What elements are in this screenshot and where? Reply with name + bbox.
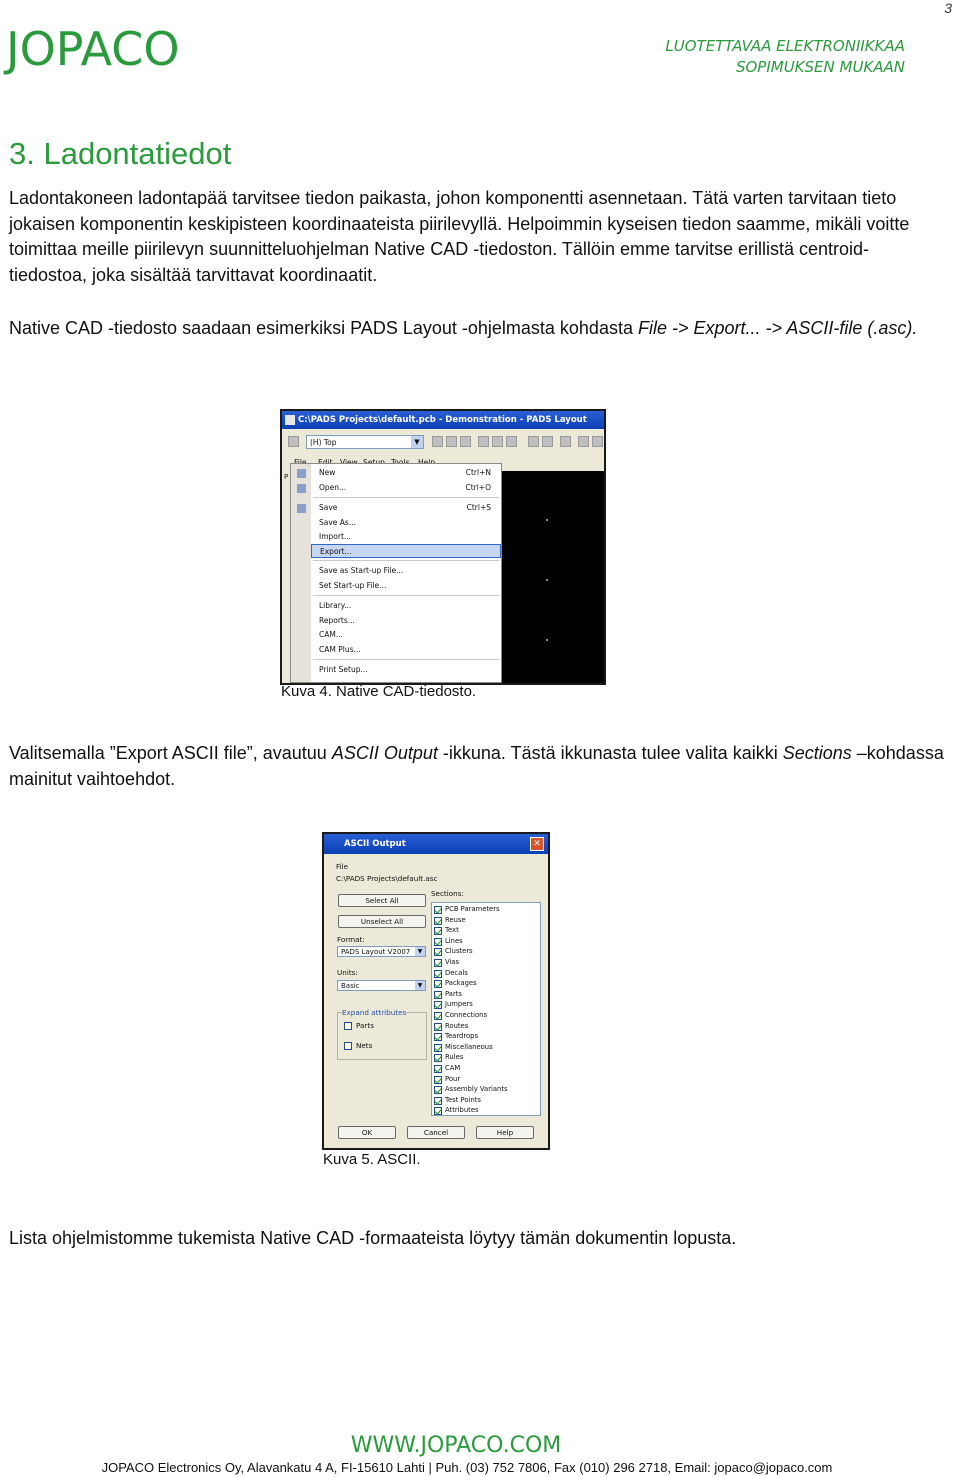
toolbar-icon[interactable] <box>492 436 503 447</box>
section-label: Rules <box>445 1053 464 1062</box>
tagline-line-1: LUOTETTAVAA ELEKTRONIIKKAA <box>665 37 905 55</box>
sections-list <box>431 902 541 1116</box>
checkbox-nets-label: Nets <box>356 1041 373 1050</box>
menu-item-import[interactable]: Import... <box>319 532 352 541</box>
paragraph-intro: Ladontakoneen ladontapää tarvitsee tiedon paikasta, johon komponentti asennetaan. Tätä varten tarvitaan tieto jokaisen komponentin keskipisteen koordinaateista piirilevyllä. Helpoimmin kyseisen tiedon saamme, mikäli voitte toimittaa meille piirilevyn suunnitteluohjelman Native CAD -tiedoston. Tällöin emme tarvitse erillistä centroid-tiedostoa, joka sisältää tarvittavat koordinaatit. <box>9 188 910 285</box>
unselect-all-button[interactable]: Unselect All <box>338 915 426 928</box>
section-checkbox[interactable] <box>434 906 442 914</box>
menu-item-reports[interactable]: Reports... <box>319 616 355 625</box>
section-checkbox[interactable] <box>434 1054 442 1062</box>
section-checkbox[interactable] <box>434 938 442 946</box>
section-label: Reuse <box>445 915 466 924</box>
search-icon[interactable] <box>578 436 589 447</box>
section-checkbox[interactable] <box>434 927 442 935</box>
paragraph-native-cad <box>9 316 944 342</box>
toolbar-icon[interactable] <box>506 436 517 447</box>
format-select[interactable]: PADS Layout V2007 ▼ <box>337 946 426 957</box>
section-checkbox[interactable] <box>434 959 442 967</box>
section-label: Clusters <box>445 947 473 956</box>
checkbox-nets[interactable] <box>344 1042 352 1050</box>
tagline <box>665 36 905 78</box>
section-checkbox[interactable] <box>434 1086 442 1094</box>
figure-caption-1: Kuva 4. Native CAD-tiedosto. <box>281 683 477 700</box>
pcb-canvas[interactable] <box>502 471 604 683</box>
menu-item-save-startup[interactable]: Save as Start-up File... <box>319 566 404 575</box>
section-label: PCB Parameters <box>445 905 500 913</box>
paragraph-native-cad-text: Native CAD -tiedosto saadaan esimerkiksi PADS Layout -ohjelmasta kohdasta <box>9 318 638 338</box>
menu-separator <box>313 497 499 498</box>
paragraph-formats: Lista ohjelmistomme tukemista Native CAD -formaateista löytyy tämän dokumentin lopusta. <box>9 1228 737 1248</box>
section-label: Connections <box>445 1011 487 1019</box>
section-title: 3. Ladontatiedot <box>9 136 232 171</box>
section-checkbox[interactable] <box>434 1107 442 1115</box>
file-path: C:\PADS Projects\default.asc <box>336 874 438 883</box>
select-all-button[interactable]: Select All <box>338 894 426 907</box>
section-label: CAM <box>445 1064 461 1072</box>
section-checkbox[interactable] <box>434 1033 442 1041</box>
section-checkbox[interactable] <box>434 1044 442 1052</box>
grid-dot <box>546 639 548 641</box>
pads-layout-screenshot <box>280 409 606 685</box>
help-button[interactable]: Help <box>476 1126 534 1139</box>
para3-text-e: –kohdassa mainitut vaihtoehdot. <box>9 743 944 789</box>
toolbar-icon[interactable] <box>542 436 553 447</box>
toolbar-icon[interactable] <box>460 436 471 447</box>
chevron-down-icon: ▼ <box>415 947 425 956</box>
section-label: Text <box>445 926 459 935</box>
section-checkbox[interactable] <box>434 1012 442 1020</box>
menu-item-cam-plus[interactable]: CAM Plus... <box>319 645 361 654</box>
section-checkbox[interactable] <box>434 948 442 956</box>
para3-text-c: -ikkuna. Tästä ikkunasta tulee valita kaikki <box>437 743 783 763</box>
section-checkbox[interactable] <box>434 1065 442 1073</box>
menu-separator <box>313 595 499 596</box>
toolbar-icon[interactable] <box>432 436 443 447</box>
footer-info: JOPACO Electronics Oy, Alavankatu 4 A, FI-15610 Lahti | Puh. (03) 752 7806, Fax (010) 296 2718, Email: jopaco@jopaco.com <box>101 1460 833 1475</box>
para3-text-a: Valitsemalla ”Export ASCII file”, avautuu <box>9 743 332 763</box>
para3-ascii-output: ASCII Output <box>331 743 438 763</box>
section-label: Assembly Variants <box>445 1085 508 1094</box>
toolbar-icon[interactable] <box>528 436 539 447</box>
menu-gutter <box>291 464 311 682</box>
menu-item-cam[interactable]: CAM... <box>319 630 343 639</box>
save-icon <box>297 504 306 513</box>
section-label: Decals <box>445 968 468 977</box>
section-label: Jumpers <box>445 1000 473 1009</box>
new-file-icon <box>297 469 306 478</box>
menu-item-library[interactable]: Library... <box>319 601 352 610</box>
app-icon <box>285 415 295 425</box>
layer-combo[interactable]: (H) Top ▼ <box>306 435 424 449</box>
window-title: C:\PADS Projects\default.pcb - Demonstration - PADS Layout <box>282 411 604 429</box>
chevron-down-icon: ▼ <box>411 436 423 448</box>
menu-path: File -> Export... -> ASCII-file (.asc). <box>637 318 918 338</box>
section-checkbox[interactable] <box>434 991 442 999</box>
section-checkbox[interactable] <box>434 1023 442 1031</box>
menu-item-export[interactable]: Export... <box>311 544 501 558</box>
menu-item-print-setup[interactable]: Print Setup... <box>319 665 368 674</box>
section-checkbox[interactable] <box>434 970 442 978</box>
ok-button[interactable]: OK <box>338 1126 396 1139</box>
ascii-output-screenshot <box>322 832 550 1150</box>
toolbar-icon[interactable] <box>560 436 571 447</box>
section-label: Teardrops <box>445 1032 478 1041</box>
file-menu-dropdown <box>290 463 502 683</box>
menu-separator <box>313 560 499 561</box>
section-checkbox[interactable] <box>434 980 442 988</box>
open-folder-icon <box>297 484 306 493</box>
section-label: Packages <box>445 979 477 988</box>
grid-dot <box>546 579 548 581</box>
toolbar-icon[interactable] <box>288 436 299 447</box>
toolbar <box>282 429 604 456</box>
section-label: Miscellaneous <box>445 1042 493 1051</box>
paragraph-ascii-output <box>9 741 944 792</box>
toolbar-icon[interactable] <box>446 436 457 447</box>
expand-attributes-group <box>337 1012 427 1060</box>
section-label: Lines <box>445 936 463 945</box>
section-checkbox[interactable] <box>434 1001 442 1009</box>
section-label: Pour <box>445 1074 461 1083</box>
cancel-button[interactable]: Cancel <box>407 1126 465 1139</box>
footer-url[interactable]: WWW.JOPACO.COM <box>350 1433 562 1458</box>
close-icon[interactable]: ✕ <box>530 837 544 851</box>
checkbox-parts[interactable] <box>344 1022 352 1030</box>
grid-dot <box>546 519 548 521</box>
section-checkbox[interactable] <box>434 1076 442 1084</box>
figure-caption-2: Kuva 5. ASCII. <box>323 1151 421 1168</box>
chevron-down-icon: ▼ <box>415 981 425 990</box>
side-label: P <box>284 473 289 481</box>
menu-item-save-as[interactable]: Save As... <box>319 518 356 527</box>
menu-item-save[interactable]: Save Ctrl+S <box>311 501 501 515</box>
toolbar-icon[interactable] <box>478 436 489 447</box>
expand-attributes-label: Expand attributes <box>342 1008 407 1017</box>
section-label: Parts <box>445 989 462 998</box>
file-label: File <box>336 862 349 871</box>
menu-separator <box>313 659 499 660</box>
toolbar-icon[interactable] <box>592 436 603 447</box>
section-label: Test Points <box>445 1095 481 1104</box>
section-checkbox[interactable] <box>434 1097 442 1105</box>
units-select[interactable]: Basic ▼ <box>337 980 426 991</box>
section-checkbox[interactable] <box>434 917 442 925</box>
menu-item-open[interactable]: Open... Ctrl+O <box>311 481 501 495</box>
menu-item-new[interactable]: New Ctrl+N <box>311 466 501 480</box>
page-number: 3 <box>944 0 952 16</box>
sections-label: Sections: <box>431 889 464 898</box>
logo: JOPACO <box>6 22 180 76</box>
checkbox-parts-label: Parts <box>356 1021 374 1030</box>
section-label: Attributes <box>445 1106 479 1115</box>
para3-sections: Sections <box>782 743 852 763</box>
format-label: Format: <box>337 935 365 944</box>
section-label: Vias <box>445 958 460 966</box>
units-label: Units: <box>337 968 358 977</box>
tagline-line-2: SOPIMUKSEN MUKAAN <box>735 58 905 76</box>
menu-item-set-startup[interactable]: Set Start-up File... <box>319 581 387 590</box>
dialog-title: ASCII Output <box>324 834 548 854</box>
section-label: Routes <box>445 1021 469 1030</box>
